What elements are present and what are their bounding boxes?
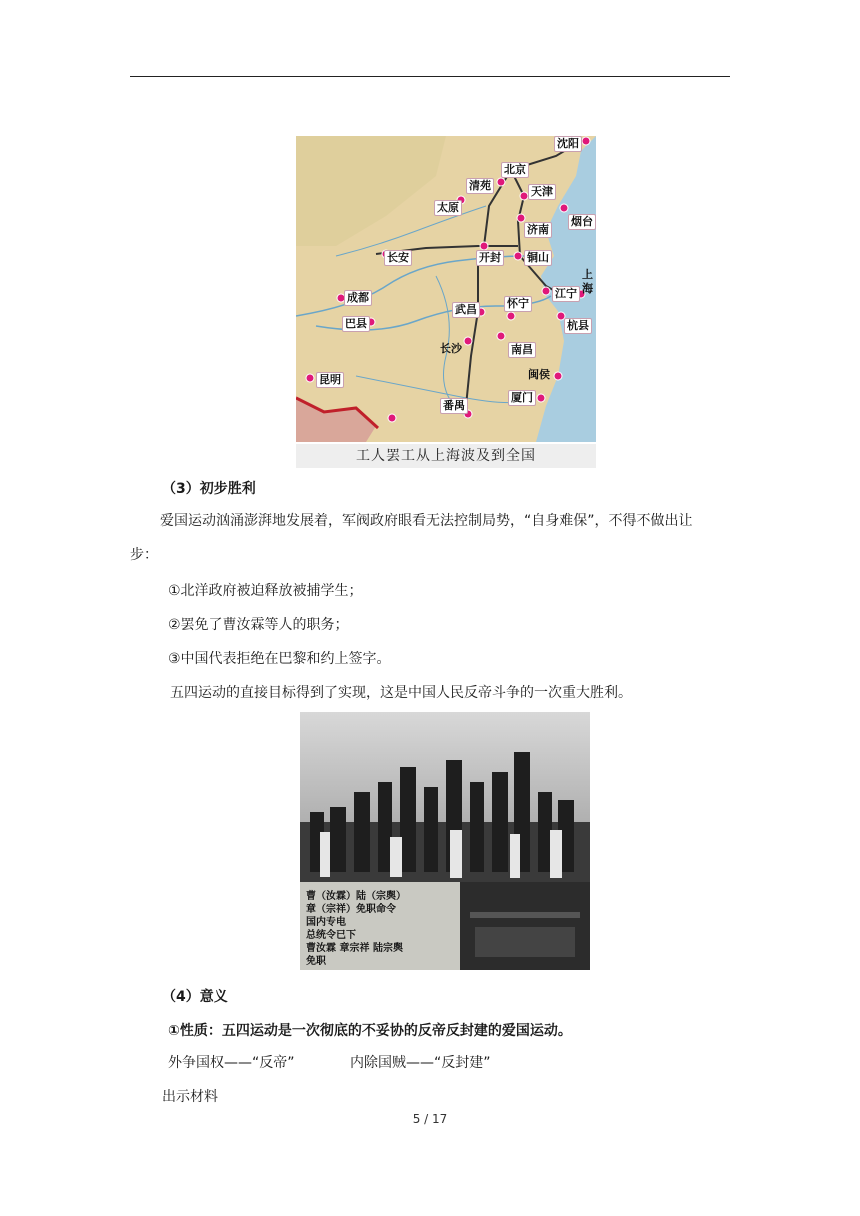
section-3-intro-line2: 步： xyxy=(130,547,158,563)
city-label-wuchang: 武昌 xyxy=(452,302,480,318)
city-label-minhou: 闽侯 xyxy=(528,368,550,381)
city-label-tianjin: 天津 xyxy=(528,184,556,200)
city-label-changsha: 长沙 xyxy=(440,342,462,355)
section-4-nature: ①性质：五四运动是一次彻底的不妥协的反帝反封建的爱国运动。 xyxy=(168,1023,572,1039)
section-3-heading: （3）初步胜利 xyxy=(162,481,256,497)
city-label-baxian: 巴县 xyxy=(342,316,370,332)
newspaper-line-5: 曹汝霖 章宗祥 陆宗舆 xyxy=(306,943,403,954)
result-item-2: ②罢免了曹汝霖等人的职务； xyxy=(168,617,349,633)
show-material: 出示材料 xyxy=(162,1089,218,1105)
section-3-conclusion: 五四运动的直接目标得到了实现，这是中国人民反帝斗争的一次重大胜利。 xyxy=(170,685,632,701)
city-label-beijing: 北京 xyxy=(501,162,529,178)
city-label-shanghai: 上海 xyxy=(582,268,593,295)
city-label-chengdu: 成都 xyxy=(344,290,372,306)
line-anti-feudalism: 内除国贼——“反封建” xyxy=(350,1055,491,1071)
result-item-3: ③中国代表拒绝在巴黎和约上签字。 xyxy=(168,651,391,667)
city-label-nanchang: 南昌 xyxy=(508,342,536,358)
map-graphic xyxy=(296,136,596,442)
city-label-shenyang: 沈阳 xyxy=(554,136,582,152)
newspaper-line-6: 免职 xyxy=(306,956,326,967)
strike-map-figure xyxy=(296,136,596,468)
map-caption: 工人罢工从上海波及到全国 xyxy=(296,444,596,468)
section-3-intro-line1: 爱国运动汹涌澎湃地发展着，军阀政府眼看无法控制局势，“自身难保”，不得不做出让 xyxy=(160,513,693,529)
header-rule xyxy=(130,76,730,77)
newspaper-line-3: 国内专电 xyxy=(306,917,346,928)
strike-map xyxy=(296,136,596,442)
city-label-huaining: 怀宁 xyxy=(504,296,532,312)
city-label-qingyuan: 清苑 xyxy=(466,178,494,194)
city-label-panyu: 番禺 xyxy=(440,398,468,414)
city-label-yantai: 烟台 xyxy=(568,214,596,230)
result-item-1: ①北洋政府被迫释放被捕学生； xyxy=(168,583,363,599)
newspaper-line-1: 曹（汝霖）陆（宗舆） xyxy=(306,891,406,902)
city-label-kunming: 昆明 xyxy=(316,372,344,388)
city-label-jiangning: 江宁 xyxy=(552,286,580,302)
newspaper-line-4: 总统令已下 xyxy=(306,930,356,941)
section-4-heading: （4）意义 xyxy=(162,989,228,1005)
city-label-tongshan: 铜山 xyxy=(524,250,552,266)
line-anti-imperialism: 外争国权——“反帝” xyxy=(168,1055,295,1071)
historical-photo xyxy=(300,712,590,970)
city-label-kaifeng: 开封 xyxy=(476,250,504,266)
city-label-xiamen: 厦门 xyxy=(508,390,536,406)
city-label-taiyuan: 太原 xyxy=(434,200,462,216)
city-label-changan: 长安 xyxy=(384,250,412,266)
city-label-hangxian: 杭县 xyxy=(564,318,592,334)
page-number: 5 / 17 xyxy=(412,1112,448,1126)
city-label-jinan: 济南 xyxy=(524,222,552,238)
newspaper-line-2: 章（宗祥）免职命令 xyxy=(306,904,396,915)
